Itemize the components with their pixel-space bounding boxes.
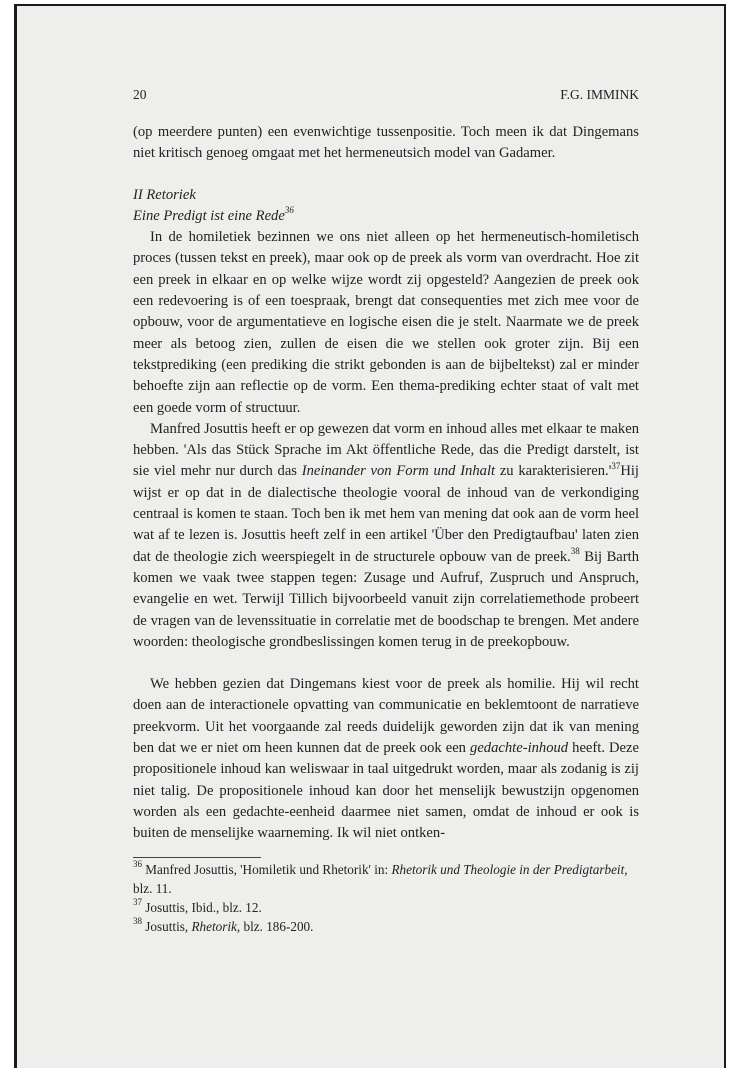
- footnote-title: Rhetorik und Theologie in der Predigtarbeit: [391, 861, 625, 877]
- paragraph-rhetoric: In de homiletiek bezinnen we ons niet alleen op het hermeneutisch-homiletisch proces (tussen tekst en preek), maar ook op de preek als vorm van overdracht. Hoe zit een preek in elkaar en op welke wijze wordt zij opgesteld? Aangezien de preek ook een redevoering is of een toespraak, brengt dat consequenties met zich mee voor de opbouw, voor de argumentatieve en logische eisen die je stelt. Naarmate we de preek meer als betoog zien, zullen de eisen die we stellen ook groter zijn. Bij een tekstprediking (een prediking die strikt gebonden is aan de bijbeltekst) zal er minder behoefte zijn aan reflectie op de vorm. Een thema-prediking echter staat of valt met een goede vorm of structuur.: [133, 229, 639, 416]
- footnote-text: Josuttis,: [142, 918, 192, 934]
- paragraph-josuttis-part-d: Bij Barth komen we vaak twee stappen tegen: Zusage und Aufruf, Zuspruch und Anspruch, evangelie en wet. Terwijl Tillich bijvoorbeeld vanuit zijn correlatiemethode probeert de vragen van de levenssituatie in correlatie met de boodschap te brengen. Met andere woorden: theologische grondbeslissingen komen terug in de preekopbouw.: [133, 548, 639, 650]
- paragraph-josuttis-part-b: zu karakterisieren.': [495, 463, 612, 480]
- paragraph-homilie: [133, 674, 639, 844]
- footnote-number: 38: [133, 916, 142, 927]
- footnote-number: 36: [133, 859, 142, 870]
- footnote-ref-37[interactable]: 37: [611, 460, 621, 471]
- footnote-text-end: , blz. 186-200.: [236, 918, 314, 934]
- footnotes: [133, 860, 639, 936]
- subheading-text: Eine Predigt ist eine Rede: [133, 207, 285, 224]
- page-number: 20: [133, 87, 147, 102]
- paragraph-josuttis-part-c: Hij wijst er op dat in de dialectische theologie vooral de inhoud van de verkondiging centraal is komen te staan. Toch ben ik met hem van mening dat ook aan de vorm heel wat af te lezen is. Josuttis heeft zelf in een artikel 'Über den Predigtaufbau' laten zien dat de theologie zich weerspiegelt in de structurele opbouw van de preek.: [133, 463, 639, 565]
- footnote-38: [133, 917, 639, 936]
- footnote-title: Rhetorik: [191, 918, 237, 934]
- paragraph-opening: (op meerdere punten) een evenwichtige tussenpositie. Toch meen ik dat Dingemans niet kritisch genoeg omgaat met het hermeneutsich model van Gadamer.: [133, 124, 639, 162]
- footnote-text: Josuttis, Ibid., blz. 12.: [142, 899, 262, 915]
- footnote-text-end: , blz. 11.: [133, 861, 628, 896]
- footnote-ref-36[interactable]: 36: [284, 205, 294, 216]
- running-head: F.G. IMMINK: [560, 87, 639, 102]
- footnote-ref-38[interactable]: 38: [570, 545, 580, 556]
- footnote-37: [133, 898, 639, 917]
- paragraph-homilie-part-a: We hebben gezien dat Dingemans kiest voor de preek als homilie. Hij wil recht doen aan de interactionele opvatting van communicatie en beklemtoont de narratieve preekvorm. Uit het voorgaande zal reeds duidelijk geworden zijn dat ik van mening ben dat we er niet om heen kunnen dat de preek ook een: [133, 676, 639, 757]
- footnote-number: 37: [133, 897, 142, 908]
- footnote-divider: [133, 857, 261, 858]
- subheading: [133, 206, 639, 227]
- scanned-page: [14, 4, 726, 1068]
- emphasis-gedachte-inhoud: gedachte-inhoud: [470, 740, 569, 757]
- page-content: [133, 84, 639, 936]
- footnote-36: [133, 860, 639, 898]
- emphasis-form-inhalt: Ineinander von Form und Inhalt: [301, 463, 496, 480]
- paragraph-homilie-part-b: heeft. Deze propositionele inhoud kan weliswaar in taal uitgedrukt worden, maar als zodanig is zij niet talig. De propositionele inhoud kan door het menselijk bewustzijn opgenomen worden als een gedachte-eenheid daarmee niet samen, omdat de inhoud er ook is buiten de menselijke waarneming. Ik wil niet ontken-: [133, 740, 639, 842]
- footnote-text: Manfred Josuttis, 'Homiletik und Rhetorik' in:: [142, 861, 392, 877]
- paragraph-josuttis-part-a: Manfred Josuttis heeft er op gewezen dat vorm en inhoud alles met elkaar te maken hebben. 'Als das Stück Sprache im Akt öffentliche Rede, das die Predigt darstelt, ist sie viel mehr nur durch das: [133, 420, 639, 480]
- running-header: [133, 84, 639, 104]
- paragraph-josuttis: [133, 419, 639, 653]
- section-heading: II Retoriek: [133, 186, 196, 203]
